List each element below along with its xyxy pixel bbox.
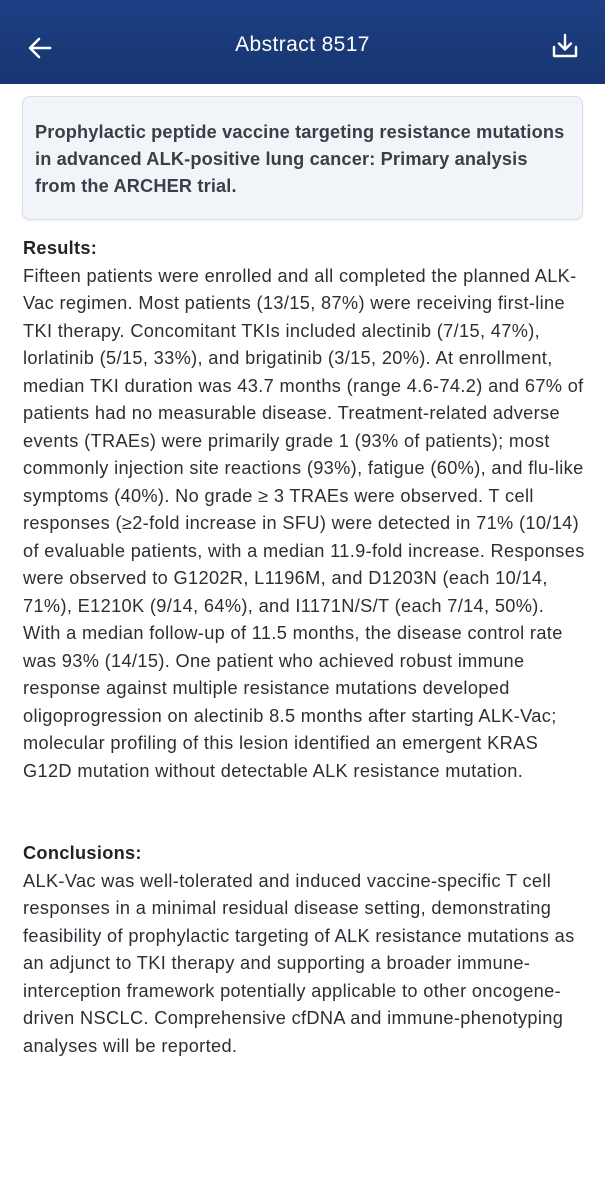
results-text: Fifteen patients were enrolled and all completed the planned ALK-Vac regimen. Most patients (13/15, 87%) were receiving first-line TKI therapy. Concomitant TKIs included alectinib (7/15, 47%), lorlatinib (5/15, 33%), and brigatinib (3/15, 20%). At enrollment, median TKI duration was 43.7 months (range 4.6-74.2) and 67% of patients had no measurable disease. Treatment-related adverse events (TRAEs) were primarily grade 1 (93% of patients); most commonly injection site reactions (93%), fatigue (60%), and flu-like symptoms (40%). No grade ≥ 3 TRAEs were observed. T cell responses (≥2-fold increase in SFU) were detected in 71% (10/14) of evaluable patients, with a median 11.9-fold increase. Responses were observed to G1202R, L1196M, and D1203N (each 10/14, 71%), E1210K (9/14, 64%), and I1171N/S/T (each 7/14, 50%). With a median follow-up of 11.5 months, the disease control rate was 93% (14/15). One patient who achieved robust immune response against multiple resistance mutations developed oligoprogression on alectinib 8.5 months after starting ALK-Vac; molecular profiling of this lesion identified an emergent KRAS G12D mutation without detectable ALK resistance mutation. [23, 265, 585, 781]
conclusions-text: ALK-Vac was well-tolerated and induced vaccine-specific T cell responses in a minimal residual disease setting, demonstrating feasibility of prophylactic targeting of ALK resistance mutations as an adjunct to TKI therapy and supporting a broader immune-interception framework potentially applicable to other oncogene-driven NSCLC. Comprehensive cfDNA and immune-phenotyping analyses will be reported. [23, 870, 575, 1056]
page-title: Abstract 8517 [235, 33, 370, 56]
download-button[interactable] [547, 28, 583, 64]
app-header [0, 0, 605, 84]
conclusions-heading: Conclusions: [23, 843, 142, 863]
results-heading: Results: [23, 238, 98, 258]
abstract-body [23, 235, 585, 1060]
abstract-title: Prophylactic peptide vaccine targeting resistance mutations in advanced ALK-positive lung cancer: Primary analysis from the ARCHER trial. [35, 122, 565, 196]
conclusions-section [23, 840, 585, 1060]
download-icon [551, 32, 579, 60]
abstract-title-card [22, 96, 583, 220]
results-section [23, 235, 585, 785]
